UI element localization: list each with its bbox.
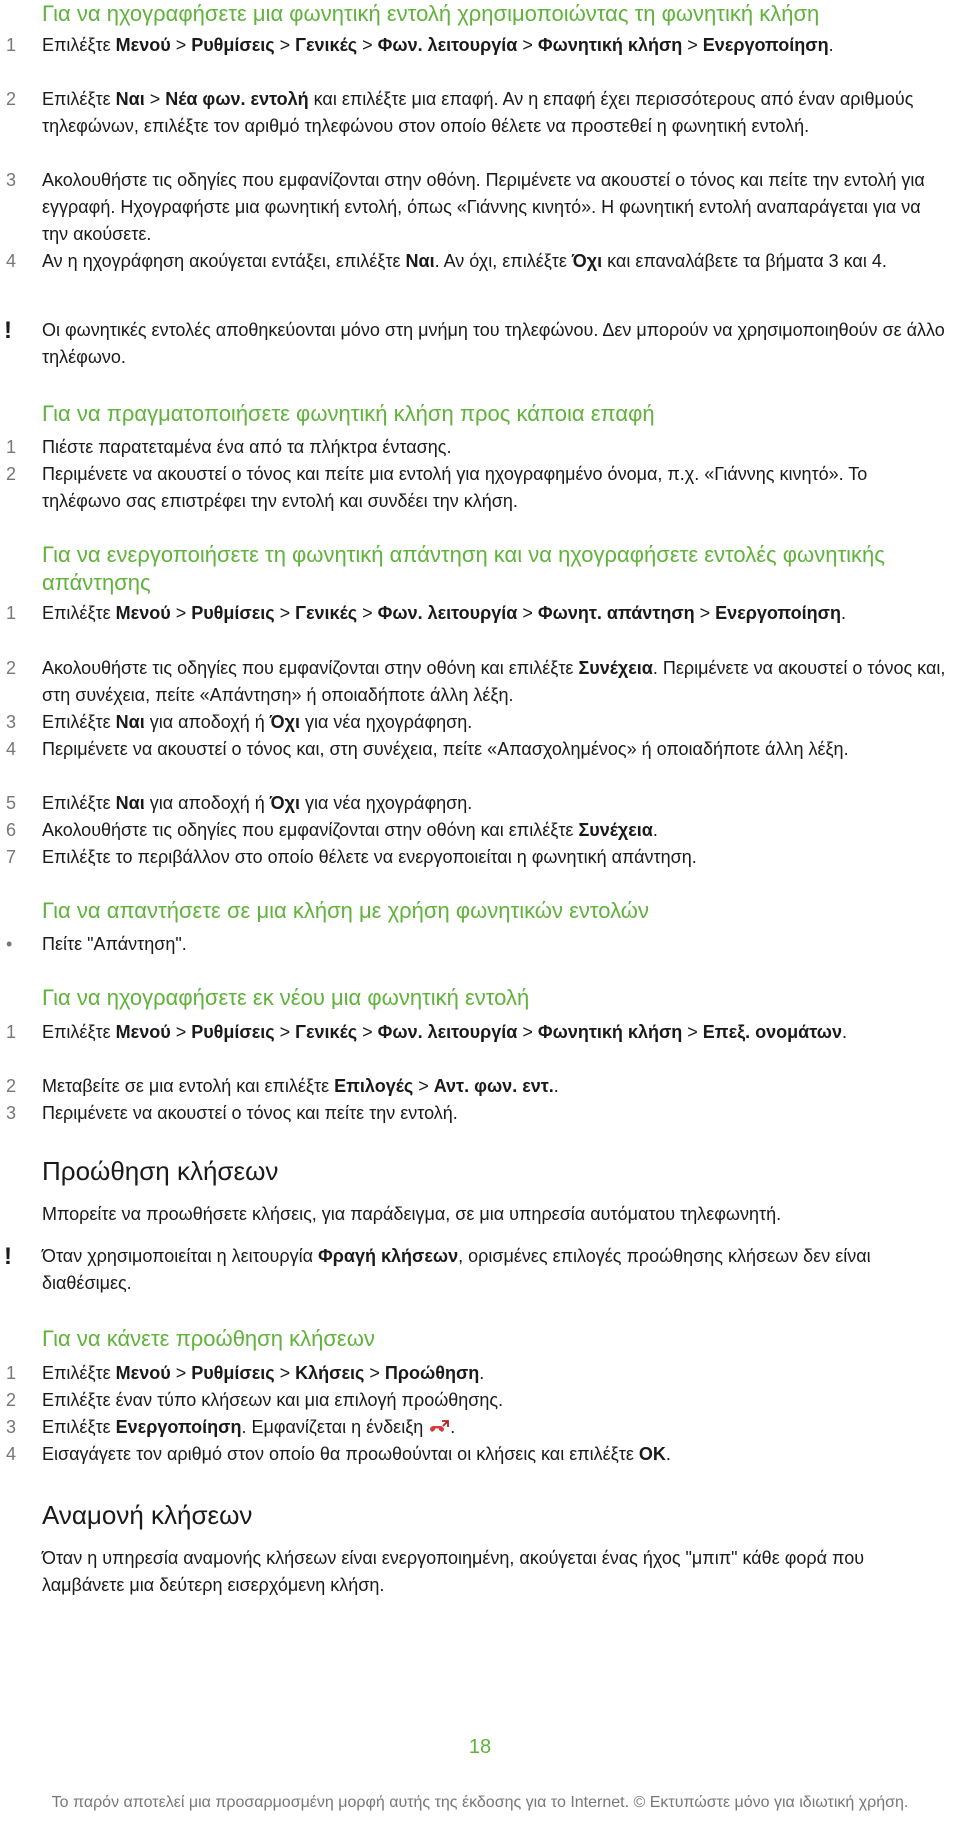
- page-number: 18: [468, 1736, 492, 1758]
- step-number: 1: [6, 437, 17, 457]
- menu-path-term: Ρυθμίσεις: [191, 603, 275, 623]
- section-intro: Μπορείτε να προωθήσετε κλήσεις, για παράδειγμα, σε μια υπηρεσία αυτόματου τηλεφωνητή.: [42, 1204, 782, 1224]
- step-text: Επιλέξτε Ναι για αποδοχή ή Όχι για νέα ηχογράφηση.: [42, 712, 473, 732]
- menu-path-term: Επιλογές: [334, 1076, 414, 1096]
- step-text: Επιλέξτε έναν τύπο κλήσεων και μια επιλογή προώθησης.: [42, 1390, 504, 1410]
- step-text: Αν η ηχογράφηση ακούγεται εντάξει, επιλέξτε Ναι. Αν όχι, επιλέξτε Όχι και επαναλάβετε τα βήματα 3 και 4.: [42, 251, 887, 271]
- menu-path-term: Όχι: [269, 793, 300, 813]
- call-divert-icon: [428, 1416, 450, 1432]
- step-number: 1: [6, 1022, 17, 1042]
- bullet-icon: •: [6, 934, 13, 954]
- step-text: Περιμένετε να ακουστεί ο τόνος και, στη συνέχεια, πείτε «Απασχολημένος» ή οποιαδήποτε άλλη λέξη.: [42, 739, 849, 759]
- menu-path-term: Ρυθμίσεις: [191, 35, 275, 55]
- section-heading: Για να ηχογραφήσετε εκ νέου μια φωνητική εντολή: [42, 985, 530, 1010]
- section-heading: Για να πραγματοποιήσετε φωνητική κλήση προς κάποια επαφή: [42, 401, 655, 426]
- menu-path-term: OK: [638, 1444, 666, 1464]
- note-text: Όταν χρησιμοποιείται η λειτουργία Φραγή κλήσεων, ορισμένες επιλογές προώθησης κλήσεων δεν είναι διαθέσιμες.: [42, 1246, 871, 1293]
- step-text: Πείτε "Απάντηση".: [42, 934, 187, 954]
- menu-path-term: Μενού: [115, 1022, 171, 1042]
- menu-path-term: Μενού: [115, 1363, 171, 1383]
- menu-path-term: Αντ. φων. εντ.: [433, 1076, 554, 1096]
- menu-path-term: Ρυθμίσεις: [191, 1022, 275, 1042]
- step-number: 1: [6, 1363, 17, 1383]
- menu-path-term: Φωνητική κλήση: [537, 35, 683, 55]
- step-number: 3: [6, 1103, 17, 1123]
- step-number: 2: [6, 1390, 17, 1410]
- step-text: Εισαγάγετε τον αριθμό στον οποίο θα προωθούνται οι κλήσεις και επιλέξτε OK.: [42, 1444, 671, 1464]
- step-number: 3: [6, 712, 17, 732]
- menu-path-term: Μενού: [115, 35, 171, 55]
- exclamation-icon: !: [4, 1243, 12, 1270]
- step-number: 2: [6, 1076, 17, 1096]
- menu-path-term: Μενού: [115, 603, 171, 623]
- section-title: Προώθηση κλήσεων: [42, 1156, 279, 1186]
- step-text: Ακολουθήστε τις οδηγίες που εμφανίζονται στην οθόνη και επιλέξτε Συνέχεια.: [42, 820, 658, 840]
- menu-path-term: Φων. λειτουργία: [377, 35, 518, 55]
- step-text: Επιλέξτε το περιβάλλον στο οποίο θέλετε να ενεργοποιείται η φωνητική απάντηση.: [42, 847, 697, 867]
- exclamation-icon: !: [4, 317, 12, 344]
- step-number: 2: [6, 464, 17, 484]
- menu-path-term: Επεξ. ονομάτων: [702, 1022, 842, 1042]
- menu-path-term: Συνέχεια: [578, 820, 653, 840]
- menu-path-term: Ναι: [115, 712, 145, 732]
- menu-path-term: Όχι: [571, 251, 603, 271]
- step-number: 1: [6, 35, 17, 55]
- section-heading: Για να απαντήσετε σε μια κλήση με χρήση φωνητικών εντολών: [42, 898, 649, 923]
- section-heading: Για να κάνετε προώθηση κλήσεων: [42, 1326, 375, 1351]
- menu-path-term: Ναι: [405, 251, 435, 271]
- menu-path-term: Φωνητ. απάντηση: [537, 603, 695, 623]
- section-heading: Για να ενεργοποιήσετε τη φωνητική απάντηση και να ηχογραφήσετε εντολές φωνητικής απάντησης: [42, 542, 885, 595]
- menu-path-term: Νέα φων. εντολή: [165, 89, 309, 109]
- step-number: 4: [6, 251, 17, 271]
- step-number: 4: [6, 739, 17, 759]
- step-number: 2: [6, 658, 17, 678]
- menu-path-term: Γενικές: [295, 35, 358, 55]
- step-number: 2: [6, 89, 17, 109]
- step-text: Επιλέξτε Μενού > Ρυθμίσεις > Γενικές > Φων. λειτουργία > Φωνητ. απάντηση > Ενεργοποίηση.: [42, 603, 846, 623]
- menu-path-term: Ενεργοποίηση: [115, 1417, 242, 1437]
- step-text: Επιλέξτε Ναι > Νέα φων. εντολή και επιλέξτε μια επαφή. Αν η επαφή έχει περισσότερους από έναν αριθμούς τηλεφώνων, επιλέξτε τον αριθμό τηλεφώνου στον οποίο θέλετε να προστεθεί η φωνητική εντολή.: [42, 89, 914, 136]
- menu-path-term: Συνέχεια: [578, 658, 653, 678]
- menu-path-term: Ενεργοποίηση: [702, 35, 829, 55]
- menu-path-term: Γενικές: [295, 1022, 358, 1042]
- step-text: Περιμένετε να ακουστεί ο τόνος και πείτε μια εντολή για ηχογραφημένο όνομα, π.χ. «Γιάννης κινητό». Το τηλέφωνο σας επιστρέφει την εντολή και συνδέει την κλήση.: [42, 464, 868, 511]
- section-heading: Για να ηχογραφήσετε μια φωνητική εντολή χρησιμοποιώντας τη φωνητική κλήση: [42, 1, 820, 26]
- menu-path-term: Προώθηση: [384, 1363, 480, 1383]
- step-text: Επιλέξτε Ενεργοποίηση. Εμφανίζεται η ένδειξη .: [42, 1417, 456, 1437]
- menu-path-term: Ρυθμίσεις: [191, 1363, 275, 1383]
- section-title: Αναμονή κλήσεων: [42, 1500, 253, 1530]
- step-number: 4: [6, 1444, 17, 1464]
- step-text: Επιλέξτε Μενού > Ρυθμίσεις > Γενικές > Φων. λειτουργία > Φωνητική κλήση > Επεξ. ονομάτων.: [42, 1022, 847, 1042]
- step-text: Ακολουθήστε τις οδηγίες που εμφανίζονται στην οθόνη. Περιμένετε να ακουστεί ο τόνος και πείτε την εντολή για εγγραφή. Ηχογραφήστε μια φωνητική εντολή, όπως «Γιάννης κινητό». Η φωνητική εντολή αναπαράγεται για να την ακούσετε.: [42, 170, 925, 244]
- menu-path-term: Κλήσεις: [295, 1363, 365, 1383]
- menu-path-term: Φωνητική κλήση: [537, 1022, 683, 1042]
- step-text: Ακολουθήστε τις οδηγίες που εμφανίζονται στην οθόνη και επιλέξτε Συνέχεια. Περιμένετε να ακουστεί ο τόνος και, στη συνέχεια, πείτε «Απάντηση» ή οποιαδήποτε άλλη λέξη.: [42, 658, 946, 705]
- menu-path-term: Ενεργοποίηση: [715, 603, 841, 623]
- step-number: 3: [6, 1417, 17, 1437]
- step-text: Επιλέξτε Μενού > Ρυθμίσεις > Κλήσεις > Προώθηση.: [42, 1363, 485, 1383]
- step-text: Μεταβείτε σε μια εντολή και επιλέξτε Επιλογές > Αντ. φων. εντ..: [42, 1076, 559, 1096]
- menu-path-term: Ναι: [115, 793, 145, 813]
- step-text: Πιέστε παρατεταμένα ένα από τα πλήκτρα έντασης.: [42, 437, 452, 457]
- menu-path-term: Γενικές: [295, 603, 358, 623]
- step-number: 6: [6, 820, 17, 840]
- menu-path-term: Φραγή κλήσεων: [318, 1246, 459, 1266]
- step-number: 3: [6, 170, 17, 190]
- step-number: 5: [6, 793, 17, 813]
- menu-path-term: Ναι: [115, 89, 145, 109]
- step-number: 1: [6, 603, 17, 623]
- menu-path-term: Φων. λειτουργία: [377, 1022, 518, 1042]
- step-number: 7: [6, 847, 17, 867]
- step-text: Περιμένετε να ακουστεί ο τόνος και πείτε την εντολή.: [42, 1103, 458, 1123]
- step-text: Επιλέξτε Ναι για αποδοχή ή Όχι για νέα ηχογράφηση.: [42, 793, 473, 813]
- note-text: Οι φωνητικές εντολές αποθηκεύονται μόνο στη μνήμη του τηλεφώνου. Δεν μπορούν να χρησιμοποιηθούν σε άλλο τηλέφωνο.: [42, 320, 945, 367]
- step-text: Επιλέξτε Μενού > Ρυθμίσεις > Γενικές > Φων. λειτουργία > Φωνητική κλήση > Ενεργοποίηση.: [42, 35, 834, 55]
- menu-path-term: Όχι: [269, 712, 300, 732]
- section-text: Όταν η υπηρεσία αναμονής κλήσεων είναι ενεργοποιημένη, ακούγεται ένας ήχος "μπιπ" κάθε φορά που λαμβάνετε μια δεύτερη εισερχόμενη κλήση.: [42, 1548, 865, 1595]
- footer-text: Το παρόν αποτελεί μια προσαρμοσμένη μορφή αυτής της έκδοσης για το Internet. © Εκτυπώστε μόνο για ιδιωτική χρήση.: [51, 1794, 909, 1811]
- menu-path-term: Φων. λειτουργία: [377, 603, 518, 623]
